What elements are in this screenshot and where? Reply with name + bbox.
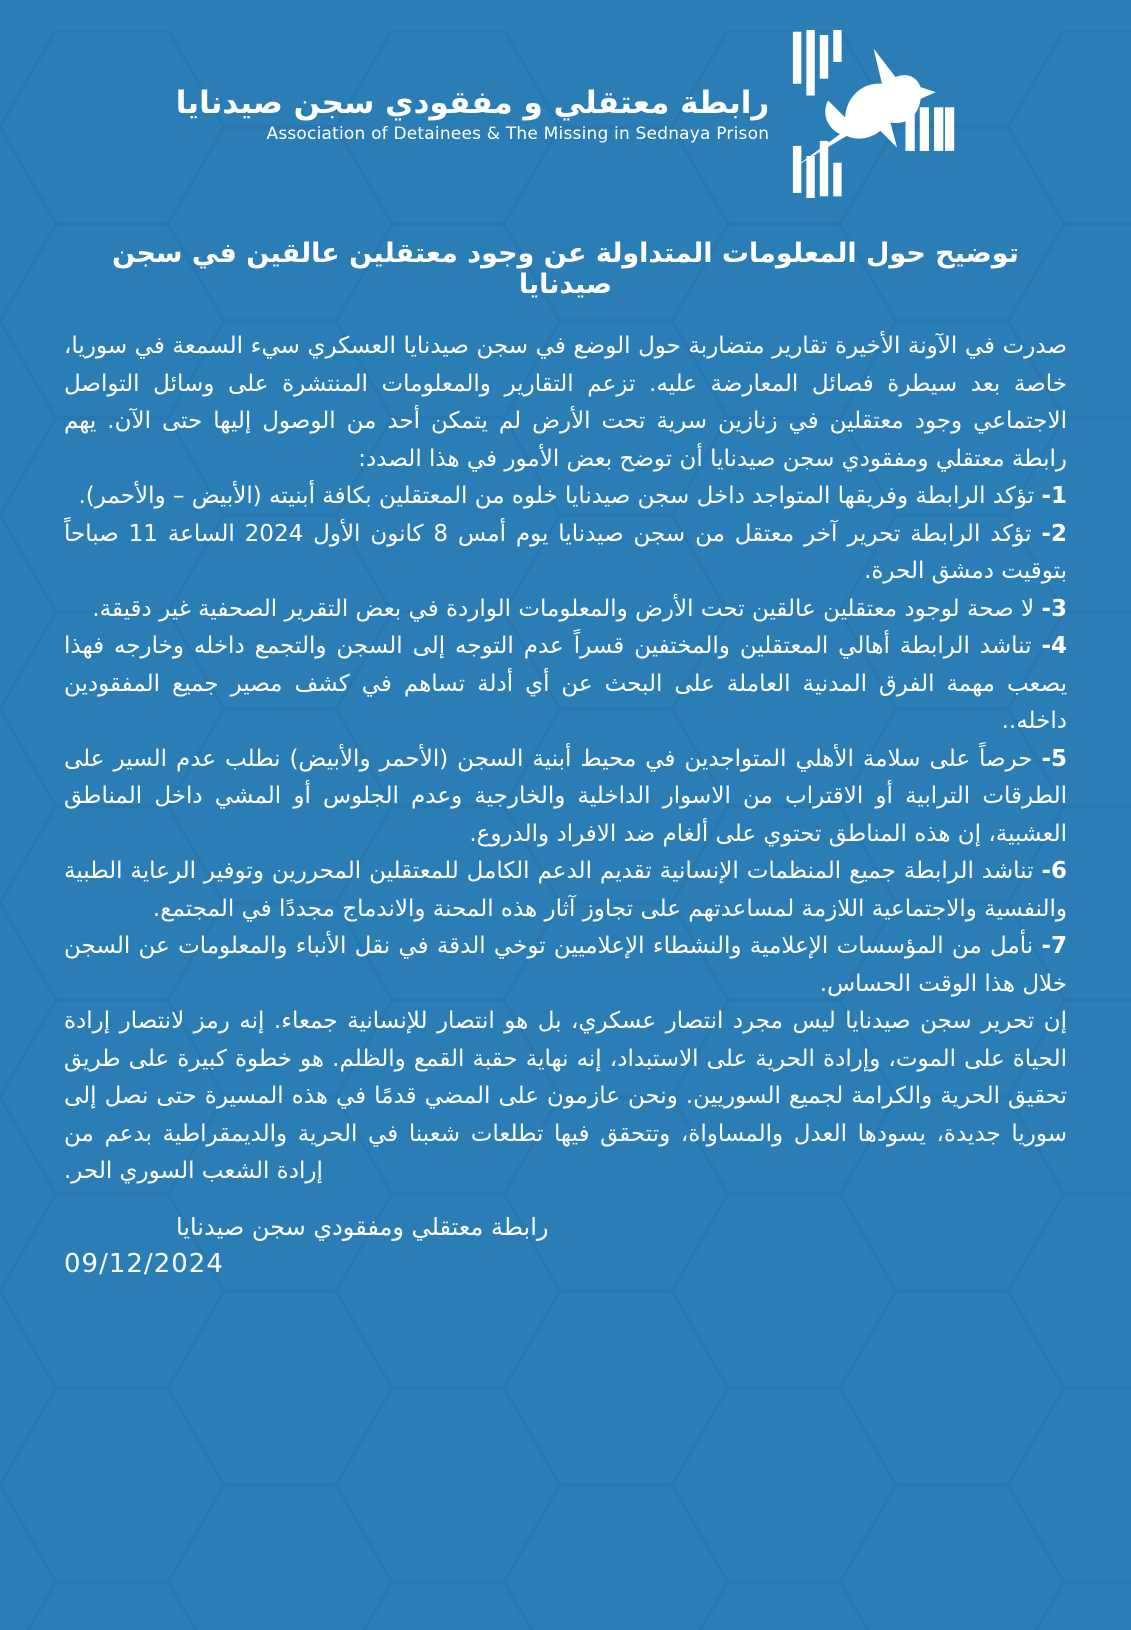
point-1: [64, 478, 1067, 516]
signature-name: رابطة معتقلي ومفقودي سجن صيدنايا: [176, 1212, 549, 1241]
point-1-number: 1-: [1041, 483, 1067, 509]
point-5-text: حرصاً على سلامة الأهلي المتواجدين في محيط أبنية السجن (الأحمر والأبيض) نطلب عدم السير على الطرقات الترابية أو الاقتراب من الاسوار الداخلية والخارجية وعدم الجلوس أو المشي داخل المناطق العشبية، إن هذه المناطق تحتوي على ألغام ضد الافراد والدروع.: [64, 745, 1067, 847]
statement-body: [64, 328, 1067, 1191]
statement-title: توضيح حول المعلومات المتداولة عن وجود معتقلين عالقين في سجن صيدنايا: [112, 238, 1019, 300]
statement-page: [0, 30, 1131, 1279]
point-6-number: 6-: [1041, 858, 1067, 884]
signature-block: [64, 1213, 1067, 1279]
point-4: [64, 628, 1067, 741]
org-logo: [64, 30, 1067, 198]
point-5-number: 5-: [1041, 745, 1068, 772]
org-name-arabic: رابطة معتقلي و مفقودي سجن صيدنايا: [175, 84, 770, 121]
point-2-text: تؤكد الرابطة تحرير آخر معتقل من سجن صيدنايا يوم أمس 8 كانون الأول 2024 الساعة 11 صباحاً بتوقيت دمشق الحرة.: [64, 520, 1067, 584]
point-6-text: تناشد الرابطة جميع المنظمات الإنسانية تقديم الدعم الكامل للمعتقلين المحررين وتوفير الرعاية الطبية والنفسية والاجتماعية اللازمة لمساعدتهم على تجاوز آثار هذه المحنة والاندماج مجددًا في المجتمع.: [64, 858, 1067, 922]
point-3: [64, 591, 1067, 629]
org-name-english: Association of Detainees & The Missing in Sednaya Prison: [266, 124, 770, 145]
point-6: [64, 853, 1067, 928]
point-2-number: 2-: [1041, 520, 1068, 547]
point-7-number: 7-: [1041, 933, 1067, 959]
point-3-text: لا صحة لوجود معتقلين عالقين تحت الأرض والمعلومات الواردة في بعض التقرير الصحفية غير دقيقة.: [92, 595, 1035, 622]
intro-paragraph: صدرت في الآونة الأخيرة تقارير متضاربة حول الوضع في سجن صيدنايا العسكري سيء السمعة في سوريا، خاصة بعد سيطرة فصائل المعارضة عليه. تزعم التقارير والمعلومات المنتشرة على وسائل التواصل الاجتماعي وجود معتقلين في زنازين سرية تحت الأرض لم يتمكن أحد من الوصول إليها حتى الآن. يهم رابطة معتقلي ومفقودي سجن صيدنايا أن توضح بعض الأمور في هذا الصدد:: [64, 333, 1067, 472]
closing-paragraph: إن تحرير سجن صيدنايا ليس مجرد انتصار عسكري، بل هو انتصار للإنسانية جمعاء. إنه رمز لانتصار إرادة الحياة على الموت، وإرادة الحرية على الاستبداد، إنه نهاية حقبة القمع والظلم. هو خطوة كبيرة على طريق تحقيق الحرية والكرامة لجميع السوريين. ونحن عازمون على المضي قدمًا في هذه المسيرة حتى نصل إلى سوريا جديدة، يسودها العدل والمساواة، وتتحقق فيها تطلعات شعبنا في الحرية والديمقراطية بدعم من إرادة الشعب السوري الحر.: [64, 1008, 1067, 1184]
point-3-number: 3-: [1041, 595, 1067, 622]
point-5: [64, 741, 1067, 854]
dove-prison-bars-icon: [777, 30, 955, 198]
point-2: [64, 516, 1067, 591]
point-7: [64, 928, 1067, 1003]
point-1-text: تؤكد الرابطة وفريقها المتواجد داخل سجن صيدنايا خلوه من المعتقلين بكافة أبنيته (الأبيض – والأحمر).: [78, 483, 1035, 509]
org-logo-text: [176, 84, 769, 145]
point-4-number: 4-: [1041, 633, 1067, 659]
signature-date: 09/12/2024: [64, 1248, 224, 1279]
point-7-text: نأمل من المؤسسات الإعلامية والنشطاء الإعلاميين توخي الدقة في نقل الأنباء والمعلومات عن السجن خلال هذا الوقت الحساس.: [64, 933, 1067, 997]
point-4-text: تناشد الرابطة أهالي المعتقلين والمختفين قسراً عدم التوجه إلى السجن والتجمع داخله وخارجه فهذا يصعب مهمة الفرق المدنية العاملة على البحث عن أي أدلة تساهم في كشف مصير جميع المفقودين داخله..: [64, 633, 1067, 734]
